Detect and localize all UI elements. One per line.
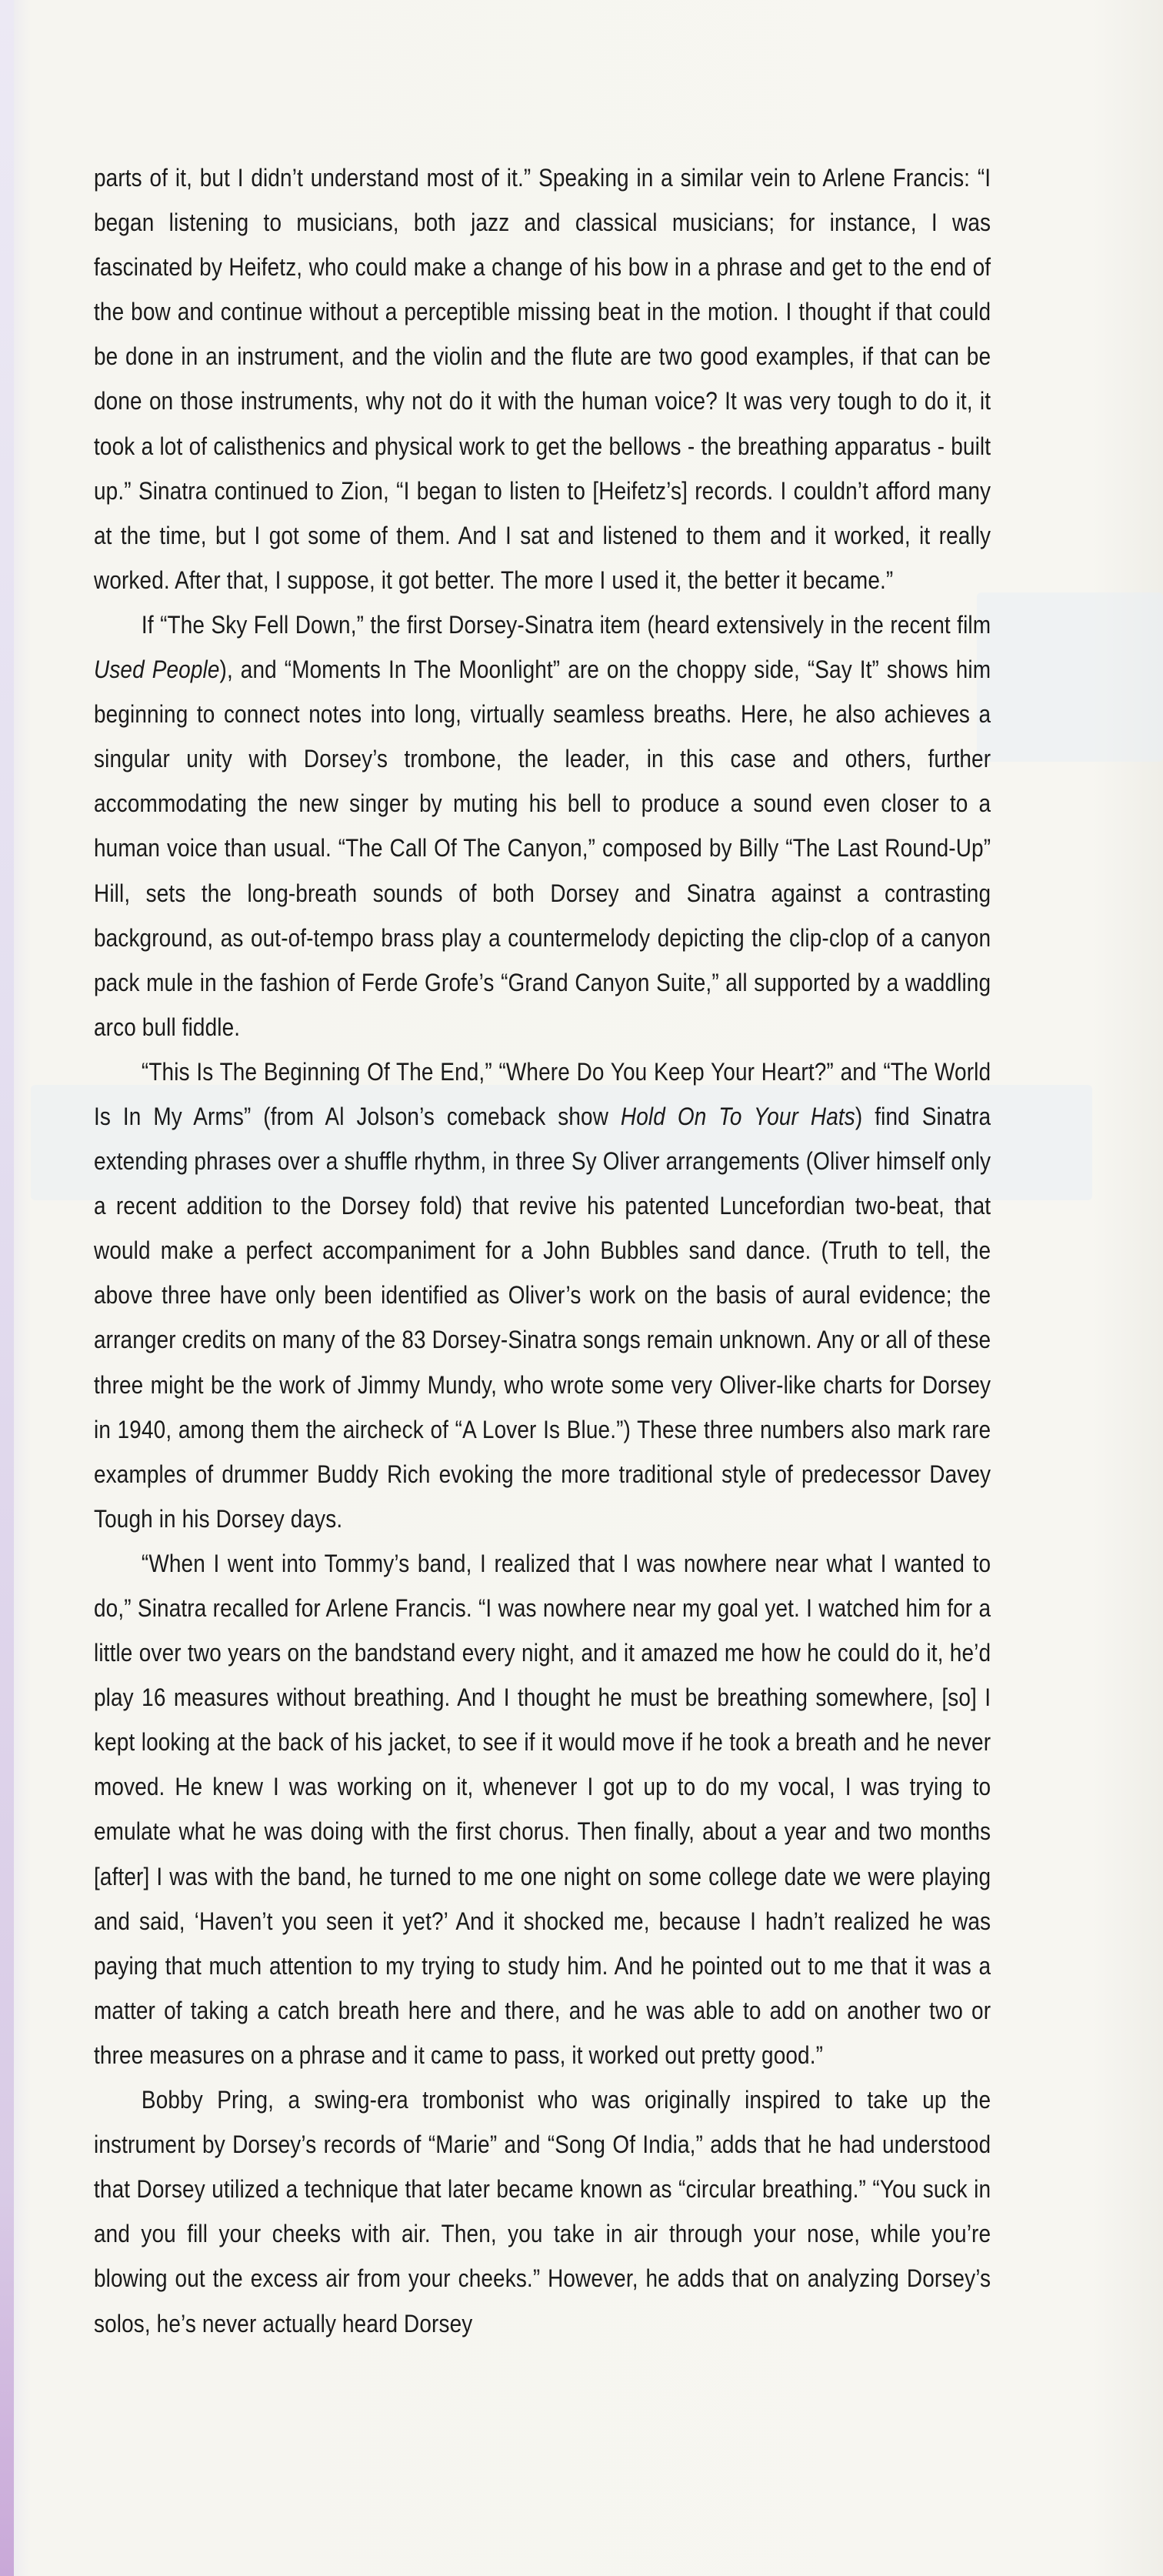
paragraph [94,155,991,602]
page-edge-shadow [0,0,14,2576]
show-title: Hold On To Your Hats [620,1102,855,1130]
paragraph-text: parts of it, but I didn’t understand most of it.” Speaking in a similar vein to Arlene Francis: “I began listening to musicians, both jazz and classical musicians; for instance, I was fascinated by Heifetz, who could make a change of his bow in a phrase and get to the end of the bow and continue without a perceptible missing beat in the motion. I thought if that could be done in an instrument, and the violin and the flute are two good examples, if that can be done on those instruments, why not do it with the human voice? It was very tough to do it, it took a lot of calisthenics and physical work to get the bellows - the breathing apparatus - built up.” Sinatra continued to Zion, “I began to listen to [Heifetz’s] records. I couldn’t afford many at the time, but I got some of them. And I sat and listened to them and it worked, it really worked. After that, I suppose, it got better. The more I used it, the better it became.” [94,164,991,594]
paragraph-text: Bobby Pring, a swing-era trombonist who was originally inspired to take up the instrument by Dorsey’s records of “Marie” and “Song Of India,” adds that he had understood that Dorsey utilized a technique that later became known as “circular breathing.” “You suck in and you fill your cheeks with air. Then, you take in air through your nose, while you’re blowing out the excess air from your cheeks.” However, he adds that on analyzing Dorsey’s solos, he’s never actually heard Dorsey [94,2086,991,2337]
paragraph [94,2077,991,2346]
paragraph-text: ) find Sinatra extending phrases over a shuffle rhythm, in three Sy Oliver arrangements (Oliver himself only a recent addition to the Dorsey fold) that revive his patented Luncefordian two-beat, that would make a perfect accompaniment for a John Bubbles sand dance. (Truth to tell, the above three have only been identified as Oliver’s work on the basis of aural evidence; the arranger credits on many of the 83 Dorsey-Sinatra songs remain unknown. Any or all of these three might be the work of Jimmy Mundy, who wrote some very Oliver-like charts for Dorsey in 1940, among them the aircheck of “A Lover Is Blue.”) These three numbers also mark rare examples of drummer Buddy Rich evoking the more traditional style of predecessor Davey Tough in his Dorsey days. [94,1102,991,1533]
show-through-shape [977,592,1163,762]
article-body [94,155,991,2346]
paragraph [94,1541,991,2077]
paragraph [94,602,991,1049]
film-title: Used People [94,656,220,684]
paragraph-text: ), and “Moments In The Moonlight” are on the choppy side, “Say It” shows him beginning to connect notes into long, virtually seamless breaths. Here, he also achieves a singular unity with Dorsey’s trombone, the leader, in this case and others, further accommodating the new singer by muting his bell to produce a sound even closer to a human voice than usual. “The Call Of The Canyon,” composed by Billy “The Last Round-Up” Hill, sets the long-breath sounds of both Dorsey and Sinatra against a contrasting background, as out-of-tempo brass play a countermelody depicting the clip-clop of a canyon pack mule in the fashion of Ferde Grofe’s “Grand Canyon Suite,” all supported by a waddling arco bull fiddle. [94,656,991,1041]
paragraph-text: “This Is The Beginning Of The End,” “Where Do You Keep Your Heart?” and “The World Is In My Arms” (from Al Jolson’s comeback show [94,1057,991,1130]
paragraph-text: If “The Sky Fell Down,” the first Dorsey-Sinatra item (heard extensively in the recent film [141,610,991,639]
paragraph-text: “When I went into Tommy’s band, I realized that I was nowhere near what I wanted to do,” Sinatra recalled for Arlene Francis. “I was nowhere near my goal yet. I watched him for a little over two years on the bandstand every night, and it amazed me how he could do it, he’d play 16 measures without breathing. And I thought he must be breathing somewhere, [so] I kept looking at the back of his jacket, to see if it would move if he took a breath and he never moved. He knew I was working on it, whenever I got up to do my vocal, I was trying to emulate what he was doing with the first chorus. Then finally, about a year and two months [after] I was with the band, he turned to me one night on some college date we were playing and said, ‘Haven’t you seen it yet?’ And it shocked me, because I hadn’t realized he was paying that much attention to my trying to study him. And he pointed out to me that it was a matter of taking a catch breath here and there, and he was able to add on another two or three measures on a phrase and it came to pass, it worked out pretty good.” [94,1549,991,2069]
paragraph [94,1049,991,1541]
